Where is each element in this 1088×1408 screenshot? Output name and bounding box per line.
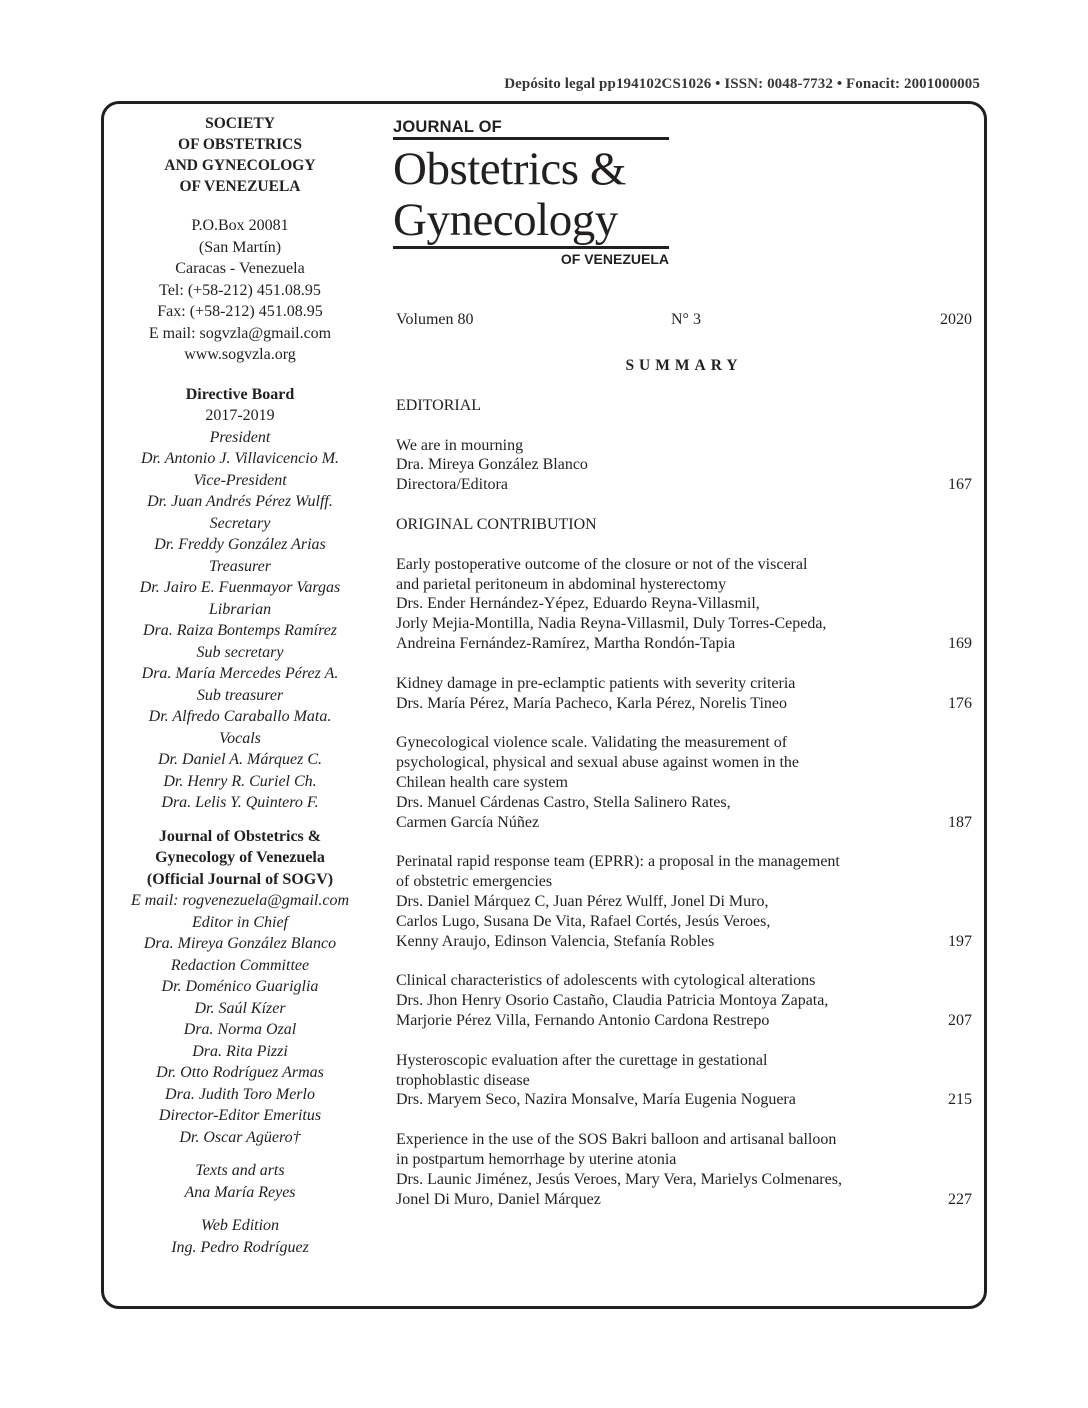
article-line: Drs. Daniel Márquez C, Juan Pérez Wulff, Jonel Di Muro, xyxy=(396,892,769,910)
society-website: www.sogvzla.org xyxy=(184,346,296,363)
article-entry xyxy=(396,1130,972,1209)
article-line: Drs. Ender Hernández-Yépez, Eduardo Reyna-Villasmil, xyxy=(396,595,760,613)
article-line: Chilean health care system xyxy=(396,773,568,791)
masthead-rule-top xyxy=(393,137,669,140)
summary-column xyxy=(396,310,972,1209)
journal-masthead xyxy=(393,118,673,267)
article-page-number: 197 xyxy=(948,932,972,950)
article-line: Drs. Jhon Henry Osorio Castaño, Claudia Patricia Montoya Zapata, xyxy=(396,992,829,1010)
article-page-number: 169 xyxy=(948,634,972,652)
issue-volume: Volumen 80 xyxy=(396,311,474,328)
article-line: We are in mourning xyxy=(396,436,524,454)
journal-block: Journal of Obstetrics & Gynecology of Venezuela (Official Journal of SOGV) xyxy=(146,827,334,888)
article-line: Hysteroscopic evaluation after the curettage in gestational xyxy=(396,1051,768,1069)
article-line: Kidney damage in pre-eclamptic patients with severity criteria xyxy=(396,674,796,692)
article-line: Gynecological violence scale. Validating the measurement of xyxy=(396,734,788,752)
board-list: President Dr. Antonio J. Villavicencio M. Vice-President Dr. Juan Andrés Pérez Wulff. Secretary Dr. Freddy González Arias Treasurer Dr. Jairo E. Fuenmayor Vargas Librarian Dra. Raiza Bontemps Ramírez Sub secretary Dra. María Mercedes Pérez A. Sub treasurer Dr. Alfredo Caraballo Mata. Vocals Dr. Daniel A. Márquez C. Dr. Henry R. Curiel Ch. Dra. Lelis Y. Quintero F. xyxy=(139,428,341,811)
editorial-staff: E mail: rogvenezuela@gmail.com Editor in Chief Dra. Mireya González Blanco Redaction Committee Dr. Doménico Guariglia Dr. Saúl Kízer Dra. Norma Ozal Dra. Rita Pizzi Dr. Otto Rodríguez Armas Dra. Judith Toro Merlo Director-Editor Emeritus Dr. Oscar Agüero† Texts and arts Ana María Reyes Web Edition Ing. Pedro Rodríguez xyxy=(110,890,370,1258)
issue-number: N° 3 xyxy=(671,311,701,328)
masthead-title-line2: Gynecology xyxy=(393,194,618,246)
table-of-contents xyxy=(396,396,972,1210)
board-title: Directive Board xyxy=(185,385,295,403)
article-line: Carlos Lugo, Susana De Vita, Rafael Cortés, Jesús Veroes, xyxy=(396,912,771,930)
article-line: Kenny Araujo, Edinson Valencia, Stefanía Robles xyxy=(396,932,715,950)
article-line: Carmen García Núñez xyxy=(396,813,540,831)
article-line: psychological, physical and sexual abuse against women in the xyxy=(396,754,800,772)
article-entry xyxy=(396,436,972,495)
article-page-number: 187 xyxy=(948,813,972,831)
article-page-number: 176 xyxy=(948,694,972,712)
article-line: Perinatal rapid response team (EPRR): a proposal in the management xyxy=(396,853,840,871)
society-email: E mail: sogvzla@gmail.com xyxy=(148,324,332,342)
article-page-number: 215 xyxy=(948,1091,972,1109)
society-address: P.O.Box 20081 (San Martín) Caracas - Venezuela Tel: (+58-212) 451.08.95 Fax: (+58-212) 451.08.95 E mail: sogvzla@gmail.com www.sogvzla.org xyxy=(110,215,370,366)
society-name: SOCIETY OF OBSTETRICS AND GYNECOLOGY OF VENEZUELA xyxy=(164,115,316,195)
article-line: Marjorie Pérez Villa, Fernando Antonio Cardona Restrepo xyxy=(396,1011,770,1029)
masthead-rule-bottom xyxy=(393,246,669,249)
legal-deposit-line: Depósito legal pp194102CS1026 • ISSN: 0048-7732 • Fonacit: 2001000005 xyxy=(504,76,980,92)
article-page-number: 227 xyxy=(948,1190,972,1208)
masthead-of-venezuela: OF VENEZUELA xyxy=(560,251,669,267)
issue-year: 2020 xyxy=(940,311,972,328)
article-line: Drs. Launic Jiménez, Jesús Veroes, Mary Vera, Marielys Colmenares, xyxy=(396,1170,842,1188)
article-entry xyxy=(396,674,972,714)
section-heading: ORIGINAL CONTRIBUTION xyxy=(396,515,597,533)
article-entry xyxy=(396,852,972,951)
article-entry xyxy=(396,971,972,1030)
article-line: Clinical characteristics of adolescents with cytological alterations xyxy=(396,972,816,990)
article-line: Directora/Editora xyxy=(396,476,508,494)
article-entry xyxy=(396,1051,972,1110)
article-line: trophoblastic disease xyxy=(396,1071,530,1089)
summary-title: SUMMARY xyxy=(625,357,743,374)
article-line: Andreina Fernández-Ramírez, Martha Rondón-Tapia xyxy=(396,634,736,652)
masthead-left-column xyxy=(110,113,370,1258)
article-line: of obstetric emergencies xyxy=(396,873,553,891)
article-entry xyxy=(396,733,972,832)
masthead-journal-of: JOURNAL OF xyxy=(393,118,502,136)
section-heading: EDITORIAL xyxy=(396,396,482,414)
article-page-number: 207 xyxy=(948,1011,972,1029)
article-line: Drs. Maryem Seco, Nazira Monsalve, María Eugenia Noguera xyxy=(396,1091,796,1109)
article-line: Early postoperative outcome of the closure or not of the visceral xyxy=(396,555,808,573)
article-line: Jonel Di Muro, Daniel Márquez xyxy=(396,1190,601,1208)
article-line: Drs. Manuel Cárdenas Castro, Stella Salinero Rates, xyxy=(396,793,731,811)
article-line: Jorly Mejia-Montilla, Nadia Reyna-Villasmil, Duly Torres-Cepeda, xyxy=(396,615,827,633)
article-entry xyxy=(396,555,972,654)
article-line: and parietal peritoneum in abdominal hysterectomy xyxy=(396,575,727,593)
issue-info xyxy=(396,310,972,332)
article-page-number: 167 xyxy=(948,476,972,494)
masthead-title-line1: Obstetrics & xyxy=(393,143,626,195)
board-years: 2017-2019 xyxy=(205,407,275,424)
article-line: in postpartum hemorrhage by uterine atonia xyxy=(396,1150,677,1168)
article-line: Dra. Mireya González Blanco xyxy=(396,456,588,474)
journal-email: E mail: rogvenezuela@gmail.com xyxy=(130,892,350,909)
article-line: Drs. María Pérez, María Pacheco, Karla Pérez, Norelis Tineo xyxy=(396,694,787,712)
article-line: Experience in the use of the SOS Bakri balloon and artisanal balloon xyxy=(396,1131,837,1149)
